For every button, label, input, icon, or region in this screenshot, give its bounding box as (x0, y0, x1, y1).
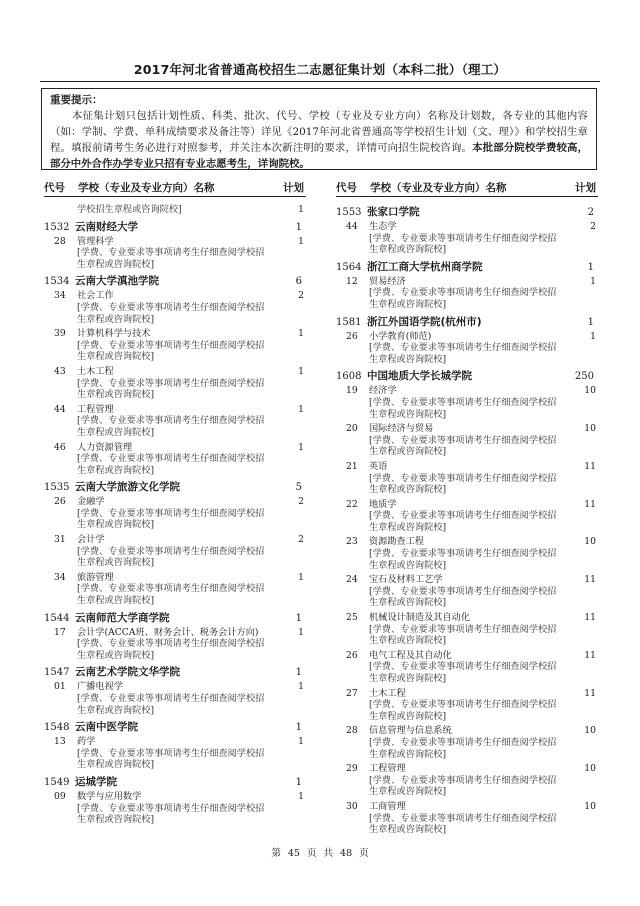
major-code: 20 (346, 423, 358, 435)
school-count: 1 (587, 261, 594, 273)
major-entry (336, 725, 600, 760)
major-code: 34 (54, 571, 66, 583)
major-count: 1 (298, 681, 304, 693)
major-name: 会计学 (77, 534, 105, 546)
major-name: 金融学 (77, 496, 105, 508)
right-column-header (336, 180, 598, 197)
major-name: 土木工程 (77, 365, 114, 377)
major-code: 17 (54, 626, 66, 638)
notice-box (41, 88, 597, 170)
major-name: 工商管理 (369, 800, 406, 812)
major-code: 28 (54, 235, 66, 247)
major-count: 10 (584, 763, 596, 775)
school-count: 1 (295, 667, 302, 679)
major-count: 11 (584, 574, 596, 586)
major-name: 工程管理 (77, 403, 114, 415)
school-name: 云南中医学院 (75, 721, 138, 734)
major-name: 旅游管理 (77, 571, 114, 583)
major-count: 1 (590, 330, 596, 342)
notice-body (50, 108, 588, 172)
major-code: 26 (54, 496, 66, 508)
school-count: 250 (574, 371, 594, 383)
school-row (44, 664, 308, 681)
school-code: 1549 (44, 776, 70, 788)
major-note: [学费、专业要求等事项请考生仔细查阅学校招生章程或咨询院校] (77, 545, 265, 569)
major-name: 地质学 (369, 498, 397, 510)
major-count: 1 (298, 365, 304, 377)
major-name: 数学与应用数学 (77, 790, 142, 802)
school-row (336, 314, 600, 331)
school-count: 1 (587, 316, 594, 328)
school-count: 2 (587, 207, 594, 218)
major-count: 2 (298, 290, 304, 302)
major-note: [学费、专业要求等事项请考生仔细查阅学校招生章程或咨询院校] (369, 510, 557, 533)
major-entry (336, 221, 600, 256)
major-name: 经济学 (369, 385, 397, 397)
major-code: 26 (346, 330, 358, 342)
major-count: 2 (298, 496, 304, 508)
major-name: 生态学 (369, 221, 397, 232)
school-name: 云南大学滇池学院 (75, 275, 159, 288)
major-name: 小学教育(师范) (369, 330, 432, 342)
major-entry (44, 366, 308, 401)
major-code: 19 (346, 385, 358, 397)
major-note: [学费、专业要求等事项请考生仔细查阅学校招生章程或咨询院校] (77, 339, 265, 363)
major-count: 1 (298, 403, 304, 415)
major-note: [学费、专业要求等事项请考生仔细查阅学校招生章程或咨询院校] (77, 802, 265, 826)
major-entry (336, 423, 600, 458)
major-name: 药学 (77, 736, 96, 748)
school-code: 1547 (44, 667, 70, 679)
major-code: 21 (346, 460, 358, 472)
major-note: [学费、专业要求等事项请考生仔细查阅学校招生章程或咨询院校] (77, 693, 265, 716)
major-note: [学费、专业要求等事项请考生仔细查阅学校招生章程或咨询院校] (369, 661, 557, 684)
school-code: 1564 (336, 261, 362, 273)
school-count: 6 (295, 276, 302, 288)
major-code: 29 (346, 763, 358, 775)
major-note: [学费、专业要求等事项请考生仔细查阅学校招生章程或咨询院校] (77, 377, 265, 401)
major-note: [学费、专业要求等事项请考生仔细查阅学校招生章程或咨询院校] (77, 247, 265, 270)
major-name: 工程管理 (369, 763, 406, 775)
major-count: 1 (590, 275, 596, 287)
major-note: [学费、专业要求等事项请考生仔细查阅学校招生章程或咨询院校] (77, 301, 265, 325)
header-code: 代号 (44, 182, 65, 194)
title-divider (40, 81, 600, 82)
major-entry (336, 499, 600, 534)
notice-heading: 重要提示： (50, 94, 103, 106)
school-count: 1 (295, 612, 302, 624)
header-name: 学校（专业及专业方向）名称 (370, 182, 507, 194)
school-row (44, 610, 308, 627)
notice-text: 本征集计划只包括计划性质、科类、批次、代号、学校（专业及专业方向）名称及计划数，各专业的其他内容（如：学制、学费、单科成绩要求及备注等）详见《2017年河北省普通高等学校招生计划（文、理）》和学校招生章程。填报前请考生务必进行对照参考，并关注本次新注明的要求，详情可向招生院校咨询。 (50, 110, 588, 154)
major-note: [学费、专业要求等事项请考生仔细查阅学校招生章程或咨询院校] (369, 585, 557, 609)
school-row (336, 259, 600, 276)
school-code: 1553 (336, 207, 362, 218)
left-column-header (44, 180, 306, 197)
major-count: 10 (584, 536, 596, 548)
major-note: [学费、专业要求等事项请考生仔细查阅学校招生章程或咨询院校] (369, 699, 557, 722)
major-count: 1 (298, 328, 304, 340)
major-name: 宝石及材料工艺学 (369, 574, 443, 586)
major-count: 1 (298, 790, 304, 802)
major-code: 09 (54, 790, 66, 802)
school-code: 1581 (336, 316, 362, 328)
major-entry (44, 236, 308, 271)
major-count: 10 (584, 385, 596, 397)
major-note: [学费、专业要求等事项请考生仔细查阅学校招生章程或咨询院校] (77, 638, 265, 661)
notice-emphasis: 本批部分院校学费较高，部分中外合作办学专业只招有专业志愿考生，详询院校。 (50, 142, 589, 170)
major-note: [学费、专业要求等事项请考生仔细查阅学校招生章程或咨询院校] (77, 415, 265, 438)
major-note: [学费、专业要求等事项请考生仔细查阅学校招生章程或咨询院校] (77, 453, 265, 476)
major-entry (44, 290, 308, 325)
school-name: 张家口学院 (367, 206, 420, 218)
major-code: 24 (346, 574, 358, 586)
major-name: 社会工作 (77, 290, 114, 302)
entry-note: 学校招生章程或咨询院校] (77, 204, 182, 215)
major-count: 1 (298, 571, 304, 583)
major-count: 10 (584, 423, 596, 435)
major-code: 34 (54, 290, 66, 302)
entry-count: 1 (298, 204, 304, 215)
school-count: 1 (295, 776, 302, 788)
major-note: [学费、专业要求等事项请考生仔细查阅学校招生章程或咨询院校] (369, 232, 557, 256)
left-column (44, 204, 308, 829)
major-note: [学费、专业要求等事项请考生仔细查阅学校招生章程或咨询院校] (369, 774, 557, 798)
major-code: 30 (346, 800, 358, 812)
major-entry (336, 574, 600, 609)
major-entry (336, 688, 600, 723)
major-name: 电气工程及其自动化 (369, 649, 452, 661)
major-code: 39 (54, 328, 66, 340)
major-entry (44, 496, 308, 531)
major-note: [学费、专业要求等事项请考生仔细查阅学校招生章程或咨询院校] (369, 434, 557, 458)
major-count: 10 (584, 725, 596, 737)
major-entry (44, 572, 308, 607)
school-row (336, 368, 600, 385)
major-name: 资源勘查工程 (369, 536, 425, 548)
school-count: 5 (295, 482, 302, 494)
major-entry (44, 627, 308, 662)
school-row (336, 204, 600, 221)
major-count: 2 (590, 221, 596, 232)
major-note: [学费、专业要求等事项请考生仔细查阅学校招生章程或咨询院校] (369, 812, 557, 836)
major-code: 31 (54, 534, 66, 546)
major-name: 会计学(ACCA班、财务会计、税务会计方向) (77, 626, 259, 638)
major-entry (44, 736, 308, 771)
school-name: 中国地质大学长城学院 (367, 370, 472, 383)
major-note: [学费、专业要求等事项请考生仔细查阅学校招生章程或咨询院校] (369, 472, 557, 496)
school-row (44, 219, 308, 236)
major-entry (336, 612, 600, 647)
major-note: [学费、专业要求等事项请考生仔细查阅学校招生章程或咨询院校] (369, 396, 557, 420)
school-count: 1 (295, 722, 302, 734)
school-name: 浙江外国语学院(杭州市) (367, 315, 482, 328)
major-count: 10 (584, 800, 596, 812)
major-note: [学费、专业要求等事项请考生仔细查阅学校招生章程或咨询院校] (369, 287, 557, 310)
major-note: [学费、专业要求等事项请考生仔细查阅学校招生章程或咨询院校] (369, 736, 557, 760)
major-code: 43 (54, 365, 66, 377)
major-note: [学费、专业要求等事项请考生仔细查阅学校招生章程或咨询院校] (77, 747, 265, 771)
school-code: 1544 (44, 612, 70, 624)
major-entry (336, 461, 600, 496)
major-entry (336, 801, 600, 836)
major-note: [学费、专业要求等事项请考生仔细查阅学校招生章程或咨询院校] (369, 548, 557, 571)
major-code: 01 (54, 681, 66, 693)
school-code: 1608 (336, 371, 362, 383)
major-name: 信息管理与信息系统 (369, 725, 452, 737)
school-code: 1534 (44, 276, 70, 288)
header-count: 计划 (575, 182, 596, 194)
major-entry (336, 385, 600, 420)
major-count: 1 (298, 736, 304, 748)
continued-entry (44, 204, 308, 216)
school-row (44, 774, 308, 791)
major-note: [学费、专业要求等事项请考生仔细查阅学校招生章程或咨询院校] (77, 583, 265, 607)
school-count: 1 (295, 221, 302, 233)
major-code: 22 (346, 498, 358, 510)
major-name: 机械设计制造及其自动化 (369, 612, 471, 624)
page-number: 第 45 页 共 48 页 (271, 848, 369, 859)
major-entry (336, 331, 600, 366)
major-count: 11 (584, 460, 596, 472)
major-code: 44 (346, 221, 358, 232)
major-name: 贸易经济 (369, 275, 406, 287)
major-code: 13 (54, 736, 66, 748)
major-entry (44, 791, 308, 826)
school-name: 云南艺术学院文华学院 (75, 666, 180, 679)
major-name: 广播电视学 (77, 681, 123, 693)
school-row (44, 273, 308, 290)
major-entry (44, 442, 308, 477)
major-entry (336, 536, 600, 571)
school-name: 运城学院 (75, 775, 117, 788)
school-name: 云南师范大学商学院 (75, 611, 170, 624)
major-code: 27 (346, 687, 358, 699)
major-code: 23 (346, 536, 358, 548)
school-name: 云南财经大学 (75, 220, 138, 233)
major-count: 11 (584, 649, 596, 661)
major-name: 计算机科学与技术 (77, 328, 151, 340)
header-name: 学校（专业及专业方向）名称 (78, 182, 215, 194)
major-entry (336, 276, 600, 311)
major-name: 英语 (369, 460, 388, 472)
major-code: 44 (54, 403, 66, 415)
major-code: 12 (346, 275, 358, 287)
major-name: 土木工程 (369, 687, 406, 699)
major-count: 2 (298, 534, 304, 546)
major-name: 国际经济与贸易 (369, 423, 434, 435)
major-code: 25 (346, 612, 358, 624)
major-entry (44, 534, 308, 569)
school-code: 1535 (44, 482, 70, 494)
major-entry (336, 763, 600, 798)
school-code: 1548 (44, 722, 70, 734)
major-note: [学费、专业要求等事项请考生仔细查阅学校招生章程或咨询院校] (369, 342, 557, 365)
major-count: 11 (584, 498, 596, 510)
major-note: [学费、专业要求等事项请考生仔细查阅学校招生章程或咨询院校] (77, 507, 265, 531)
major-code: 46 (54, 441, 66, 453)
major-code: 28 (346, 725, 358, 737)
major-code: 26 (346, 649, 358, 661)
school-name: 浙江工商大学杭州商学院 (367, 260, 483, 273)
right-column (336, 204, 600, 839)
page-title: 2017年河北省普通高校招生二志愿征集计划（本科二批）（理工） (133, 62, 507, 77)
major-count: 1 (298, 626, 304, 638)
major-name: 管理科学 (77, 235, 114, 247)
major-count: 1 (298, 441, 304, 453)
major-count: 1 (298, 235, 304, 247)
major-entry (336, 650, 600, 685)
major-entry (44, 328, 308, 363)
major-name: 人力资源管理 (77, 441, 133, 453)
header-code: 代号 (336, 182, 357, 194)
major-note: [学费、专业要求等事项请考生仔细查阅学校招生章程或咨询院校] (369, 623, 557, 647)
school-row (44, 719, 308, 736)
major-count: 11 (584, 612, 596, 624)
major-count: 11 (584, 687, 596, 699)
major-entry (44, 404, 308, 439)
header-count: 计划 (283, 182, 304, 194)
school-code: 1532 (44, 221, 70, 233)
school-name: 云南大学旅游文化学院 (75, 481, 180, 494)
major-entry (44, 681, 308, 716)
school-row (44, 479, 308, 496)
